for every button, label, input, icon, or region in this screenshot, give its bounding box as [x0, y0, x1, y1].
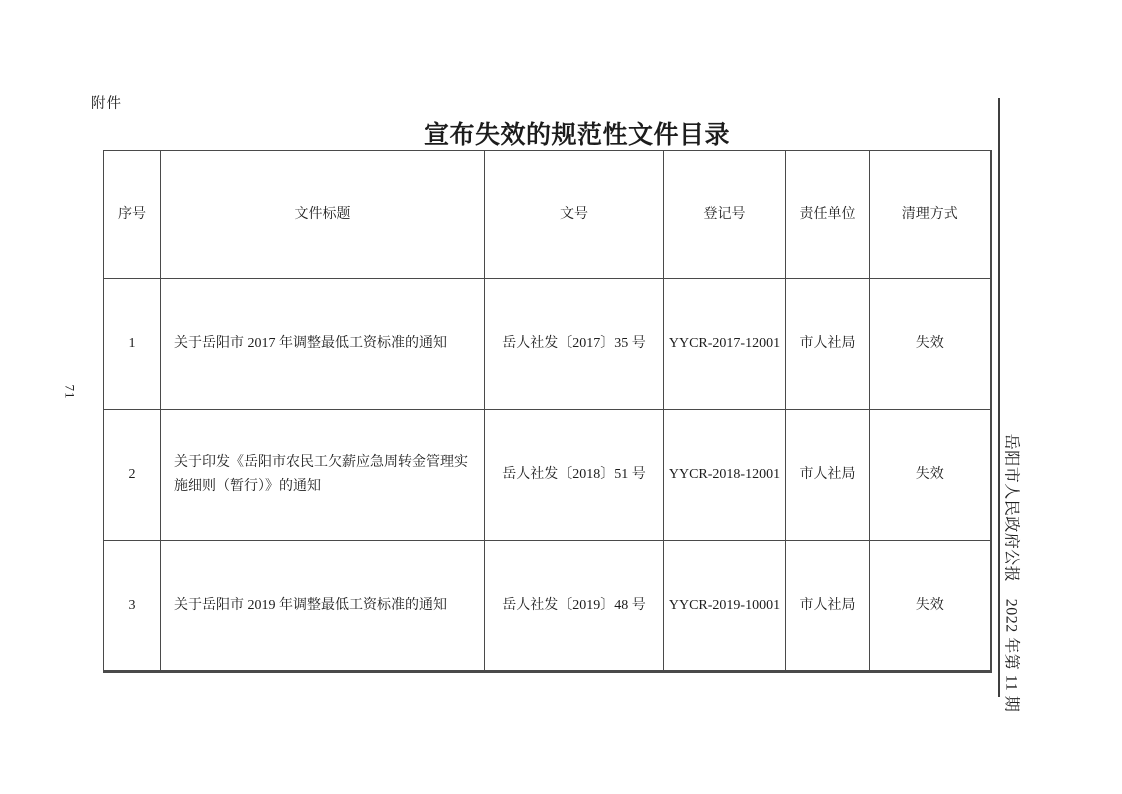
table-row: [104, 279, 991, 410]
gazette-side-rule: [998, 98, 1000, 697]
cell-reg-no: YYCR-2017-12001: [664, 279, 786, 410]
cell-seq: 1: [104, 279, 161, 410]
table-row: [104, 541, 991, 672]
invalid-documents-table: [103, 150, 992, 673]
table-row: [104, 410, 991, 541]
header-seq: 序号: [104, 151, 161, 279]
cell-seq: 3: [104, 541, 161, 672]
header-unit: 责任单位: [786, 151, 870, 279]
cell-reg-no: YYCR-2019-10001: [664, 541, 786, 672]
cell-doc-no: 岳人社发〔2018〕51 号: [485, 410, 664, 541]
attachment-label: 附件: [91, 96, 122, 112]
page-number: 71: [62, 384, 78, 400]
cell-doc-no: 岳人社发〔2019〕48 号: [485, 541, 664, 672]
cell-method: 失效: [870, 541, 991, 672]
cell-method: 失效: [870, 279, 991, 410]
cell-title: 关于印发《岳阳市农民工欠薪应急周转金管理实施细则（暂行）》的通知: [161, 410, 485, 541]
page-title: 宣布失效的规范性文件目录: [423, 122, 731, 149]
cell-unit: 市人社局: [786, 541, 870, 672]
cell-doc-no: 岳人社发〔2017〕35 号: [485, 279, 664, 410]
header-reg-no: 登记号: [664, 151, 786, 279]
header-title: 文件标题: [161, 151, 485, 279]
cell-unit: 市人社局: [786, 410, 870, 541]
cell-title: 关于岳阳市 2017 年调整最低工资标准的通知: [161, 279, 485, 410]
cell-reg-no: YYCR-2018-12001: [664, 410, 786, 541]
gazette-caption: 岳阳市人民政府公报 2022 年第 11 期: [1002, 433, 1020, 713]
cell-title: 关于岳阳市 2019 年调整最低工资标准的通知: [161, 541, 485, 672]
cell-seq: 2: [104, 410, 161, 541]
table-header-row: [104, 151, 991, 279]
header-method: 清理方式: [870, 151, 991, 279]
header-doc-no: 文号: [485, 151, 664, 279]
cell-unit: 市人社局: [786, 279, 870, 410]
cell-method: 失效: [870, 410, 991, 541]
